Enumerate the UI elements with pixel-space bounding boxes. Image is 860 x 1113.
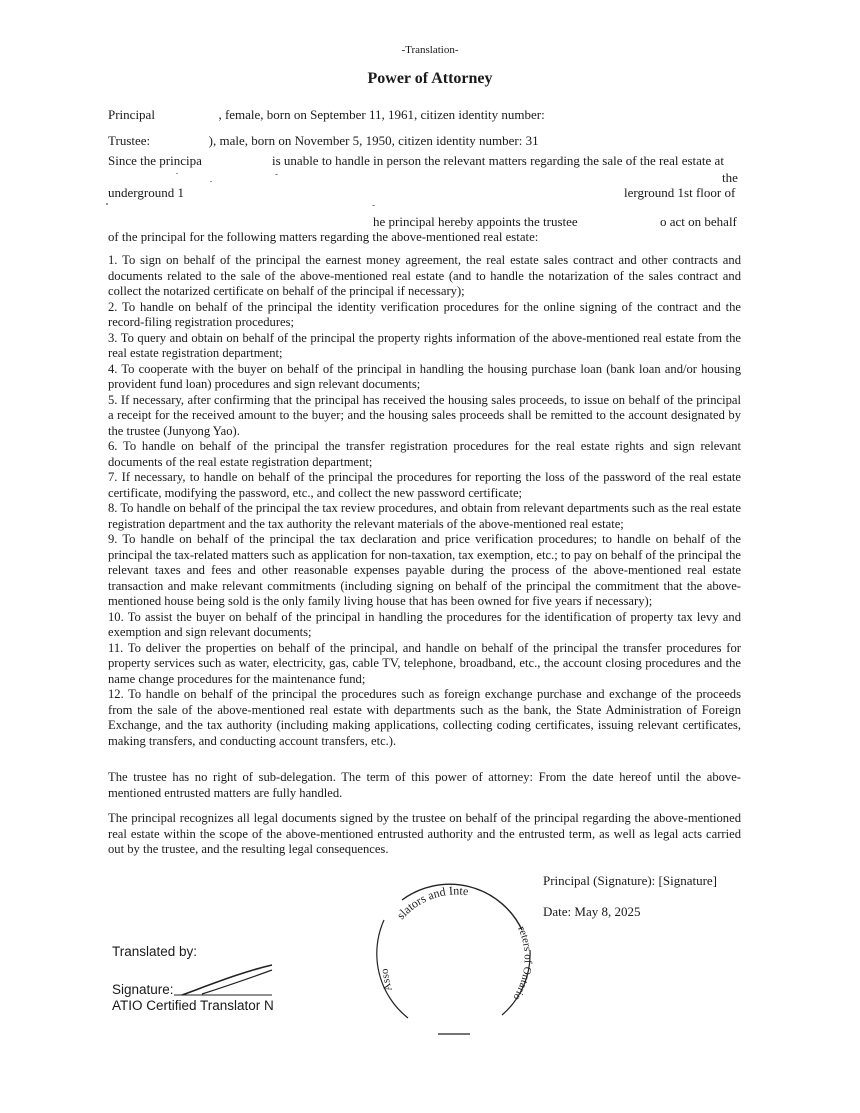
- items-list: [108, 253, 741, 749]
- certified-translator-label: ATIO Certified Translator N: [112, 998, 274, 1013]
- stamp-text-right: reters of Ontario: [510, 924, 534, 1003]
- trustee-line: [108, 133, 539, 149]
- list-item: 10. To assist the buyer on behalf of the principal in handling the procedures for the identification of property tax levy and exemption and sign relevant documents;: [108, 609, 741, 639]
- list-item: 7. If necessary, to handle on behalf of the principal the procedures for reporting the loss of the password of the real estate certificate, modifying the password, etc., and collect the new password certificate;: [108, 470, 741, 500]
- list-item: 12. To handle on behalf of the principal the procedures such as foreign exchange purchase and exchange of the proceeds from the sale of the above-mentioned real estate with departments such as the bank, the State Administration of Foreign Exchange, and the tax authority (including making applications, collecting coding certificates, issuing relevant certificates, making transfers, and conducting account transfers, etc.).: [108, 687, 741, 748]
- list-item: 4. To cooperate with the buyer on behalf of the principal in handling the housing purchase loan (bank loan and/or housing provident fund loan) procedures and sign relevant documents;: [108, 361, 741, 391]
- list-item: 6. To handle on behalf of the principal the transfer registration procedures for the real estate rights and sign relevant documents of the real estate registration department;: [108, 439, 741, 469]
- list-item: 5. If necessary, after confirming that the principal has received the housing sales proceeds, to issue on behalf of the principal a receipt for the received amount to the buyer; and the housing sales proceeds shall be remitted to the account designated by the trustee (Junyong Yao).: [108, 392, 741, 438]
- trustee-label: Trustee:: [108, 133, 151, 148]
- association-stamp-seal: [372, 870, 542, 1040]
- intro-line: of the principal for the following matters regarding the above-mentioned real estate:: [108, 230, 539, 244]
- since-line-left: Since the principa: [108, 153, 202, 168]
- recognition-paragraph: The principal recognizes all legal documents signed by the trustee on behalf of the principal regarding the above-mentioned real estate within the scope of the above-mentioned entrusted authority and the entrusted term, as well as legal acts carried out by the trustee, and the resulting legal consequences.: [108, 811, 741, 856]
- principal-line: [108, 107, 545, 123]
- speck: [372, 205, 375, 206]
- handwritten-signature: [172, 962, 276, 998]
- list-item: 2. To handle on behalf of the principal the identity verification procedures for the online signing of the contract and the record-filing registration procedures;: [108, 299, 741, 329]
- date-line: Date: May 8, 2025: [543, 904, 641, 919]
- document-title: Power of Attorney: [367, 70, 493, 87]
- speck: [210, 181, 212, 182]
- list-item: 9. To handle on behalf of the principal the tax declaration and price verification procedures; to handle on behalf of the principal the tax-related matters such as application for non-taxation, tax exemption, etc.; to pay on behalf of the principal the relevant taxes and fees and other reasonable expenses payable during the process of the above-mentioned real estate transaction and make relevant commitments (including signing on behalf of the principal the commitment that the above-mentioned house being sold is the only family living house that has been owned for five years if necessary);: [108, 532, 741, 608]
- stamp-text-top: slators and Inte: [393, 883, 470, 923]
- fragment-underground-right: lerground 1st floor of: [624, 185, 736, 200]
- principal-label: Principal: [108, 107, 155, 122]
- principal-signature-line: Principal (Signature): [Signature]: [543, 873, 718, 888]
- trustee-details: ), male, born on November 5, 1950, citizen identity number: 31: [208, 133, 539, 148]
- translation-note: -Translation-: [401, 44, 459, 56]
- list-item: 11. To deliver the properties on behalf of the principal, and handle on behalf of the principal the transfer procedures for property services such as water, electricity, gas, cable TV, telephone, broadband, etc., the account closing procedures and the name change procedures for the maintenance fund;: [108, 640, 741, 686]
- fragment-underground-left: underground 1: [108, 185, 184, 200]
- principal-details: , female, born on September 11, 1961, citizen identity number:: [218, 107, 545, 122]
- speck: [106, 203, 108, 205]
- subdelegation-paragraph: The trustee has no right of sub-delegation. The term of this power of attorney: From the date hereof until the above-mentioned entrusted matters are fully handled.: [108, 770, 741, 800]
- speck: [176, 173, 178, 174]
- list-item: 3. To query and obtain on behalf of the principal the property rights information of the above-mentioned real estate from the real estate registration department;: [108, 330, 741, 360]
- stamp-text-left: Asso: [378, 968, 395, 993]
- fragment-appoints: he principal hereby appoints the trustee: [373, 214, 578, 229]
- speck: [275, 174, 278, 175]
- translated-by-label: Translated by:: [112, 944, 198, 959]
- fragment-the: the: [722, 170, 738, 185]
- list-item: 1. To sign on behalf of the principal the earnest money agreement, the real estate sales contract and other contracts and documents related to the sale of the above-mentioned real estate (and to handle the notarization of the sales contract and collect the notarized certificate on behalf of the principal if necessary);: [108, 253, 741, 298]
- translator-signature-label: Signature:: [112, 982, 174, 997]
- since-line-right: is unable to handle in person the relevant matters regarding the sale of the real estate at: [272, 153, 724, 168]
- list-item: 8. To handle on behalf of the principal the tax review procedures, and obtain from relevant departments such as the real estate registration department and the tax authority the relevant materials of the above-mentioned real estate;: [108, 501, 741, 531]
- fragment-act-on-behalf: o act on behalf: [660, 214, 737, 229]
